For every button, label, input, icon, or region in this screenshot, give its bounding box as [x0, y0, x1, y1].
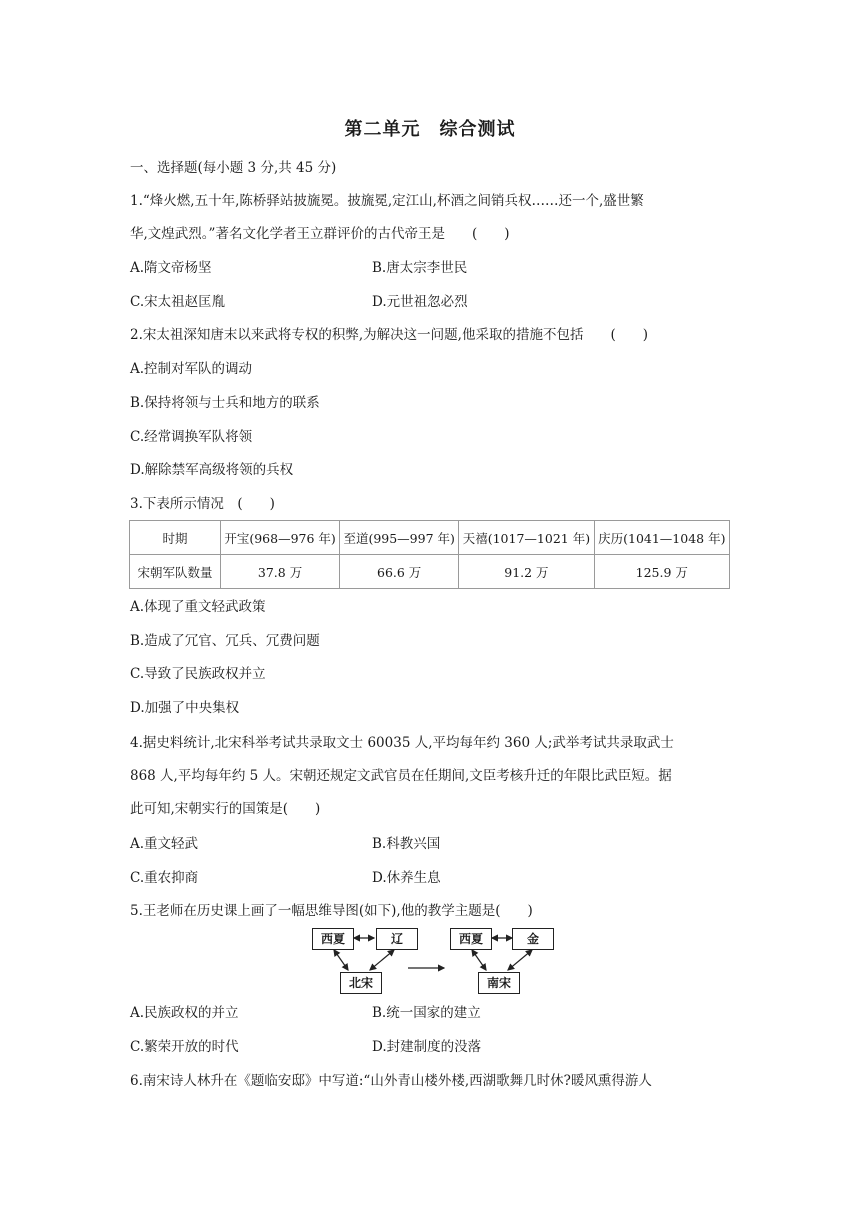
arrow-jin-nansong [508, 950, 532, 970]
question-5-option-d: D.封建制度的没落 [372, 1039, 482, 1055]
question-4-option-a: A.重文轻武 [130, 836, 199, 852]
table-header-cell: 庆历(1041—1048 年) [594, 521, 729, 555]
question-4-option-d: D.休养生息 [372, 870, 441, 886]
table-header-row [130, 521, 730, 555]
question-5-option-c: C.繁荣开放的时代 [130, 1039, 239, 1055]
question-1-option-b: B.唐太宗李世民 [372, 260, 468, 276]
question-1-stem-line-2: 华,文煌武烈。”著名文化学者王立群评价的古代帝王是 ( ) [130, 226, 510, 242]
node-jin: 金 [512, 928, 554, 950]
question-5-stem: 5.王老师在历史课上画了一幅思维导图(如下),他的教学主题是( ) [130, 903, 533, 919]
question-1-option-a: A.隋文帝杨坚 [130, 260, 212, 276]
question-3-option-c: C.导致了民族政权并立 [130, 666, 266, 682]
question-4-option-c: C.重农抑商 [130, 870, 199, 886]
question-2-option-b: B.保持将领与士兵和地方的联系 [130, 395, 320, 411]
table-cell: 91.2 万 [459, 555, 594, 589]
table-cell: 37.8 万 [221, 555, 340, 589]
question-3-option-d: D.加强了中央集权 [130, 700, 240, 716]
table-cell: 宋朝军队数量 [130, 555, 221, 589]
question-1-option-d: D.元世祖忽必烈 [372, 294, 468, 310]
military-size-table [129, 520, 730, 589]
page-title: 第二单元 综合测试 [344, 119, 516, 140]
question-3-stem: 3.下表所示情况 ( ) [130, 496, 275, 512]
question-3-option-a: A.体现了重文轻武政策 [130, 599, 266, 615]
question-4-stem-line-3: 此可知,宋朝实行的国策是( ) [130, 801, 321, 817]
question-1-stem-line-1: 1.“烽火燃,五十年,陈桥驿站披旒冕。披旒冕,定江山,杯酒之间销兵权……还一个,盛世繁 [130, 193, 644, 209]
question-2-option-d: D.解除禁军高级将领的兵权 [130, 462, 294, 478]
table-header-cell: 天禧(1017—1021 年) [459, 521, 594, 555]
question-6-stem-line-1: 6.南宋诗人林升在《题临安邸》中写道:“山外青山楼外楼,西湖歌舞几时休?暖风熏得游人 [130, 1073, 652, 1089]
arrow-liao-beisong [370, 950, 394, 970]
table-cell: 125.9 万 [594, 555, 729, 589]
node-beisong: 北宋 [340, 972, 382, 994]
question-1-option-c: C.宋太祖赵匡胤 [130, 294, 226, 310]
node-xixia-right: 西夏 [450, 928, 492, 950]
arrow-xixia-nansong [472, 950, 486, 970]
question-5-option-a: A.民族政权的并立 [130, 1005, 239, 1021]
table-header-cell: 至道(995—997 年) [340, 521, 459, 555]
node-nansong: 南宋 [478, 972, 520, 994]
question-4-option-b: B.科教兴国 [372, 836, 441, 852]
arrow-xixia-beisong [334, 950, 348, 970]
node-liao: 辽 [376, 928, 418, 950]
question-5-option-b: B.统一国家的建立 [372, 1005, 481, 1021]
node-xixia-left: 西夏 [312, 928, 354, 950]
question-2-stem: 2.宋太祖深知唐末以来武将专权的积弊,为解决这一问题,他采取的措施不包括 ( ) [130, 327, 648, 343]
table-header-cell: 开宝(968—976 年) [221, 521, 340, 555]
question-4-stem-line-1: 4.据史料统计,北宋科举考试共录取文士 60035 人,平均每年约 360 人;武举考试共录取武士 [130, 735, 674, 751]
question-2-option-a: A.控制对军队的调动 [130, 361, 253, 377]
question-2-option-c: C.经常调换军队将领 [130, 429, 253, 445]
section-heading: 一、选择题(每小题 3 分,共 45 分) [130, 160, 337, 176]
mind-map-diagram [310, 922, 550, 998]
question-4-stem-line-2: 868 人,平均每年约 5 人。宋朝还规定文武官员在任期间,文臣考核升迁的年限比武臣短。据 [130, 768, 672, 784]
table-cell: 66.6 万 [340, 555, 459, 589]
question-3-option-b: B.造成了冗官、冗兵、冗费问题 [130, 633, 320, 649]
table-row [130, 555, 730, 589]
table-header-cell: 时期 [130, 521, 221, 555]
